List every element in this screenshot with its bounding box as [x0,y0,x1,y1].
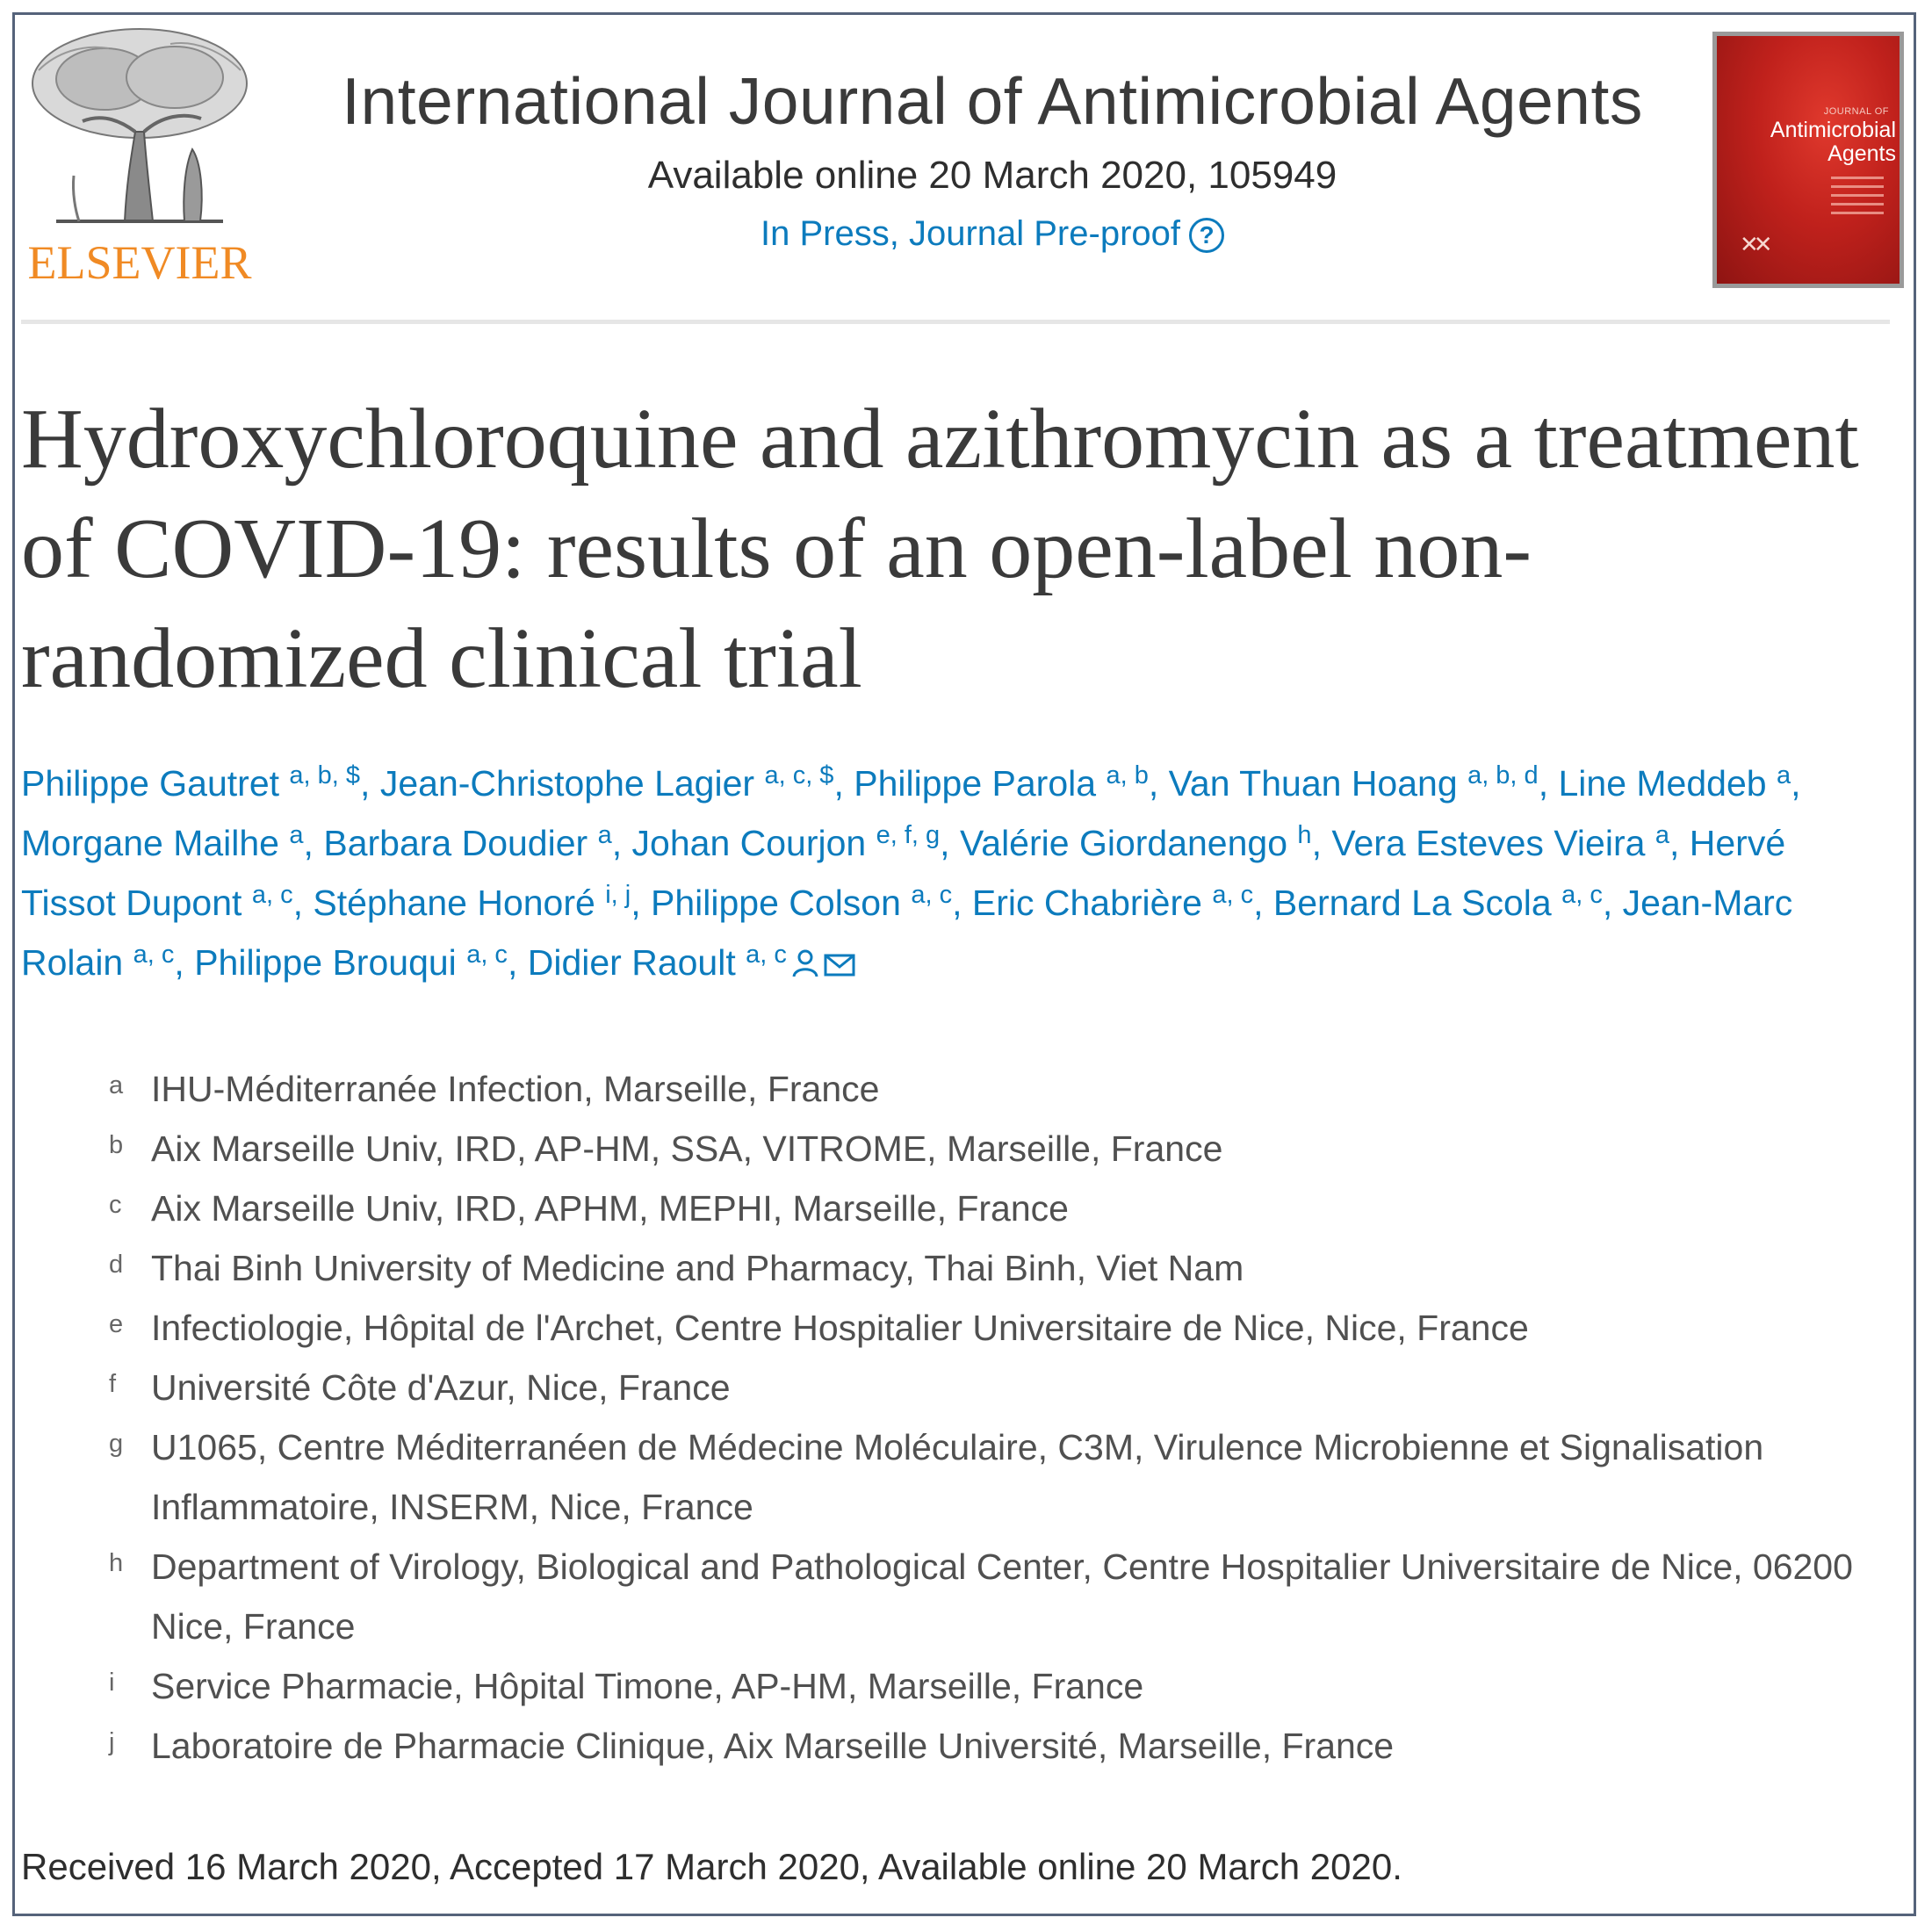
journal-cover-thumbnail[interactable] [1712,32,1904,288]
affiliation-label: g [109,1430,124,1458]
affiliation-label: e [109,1310,124,1338]
author-separator: , [940,823,960,863]
author-affiliation-markers: a, c [1561,881,1603,909]
affiliation-text: IHU-Méditerranée Infection, Marseille, France [151,1069,880,1109]
affiliation-list [21,1059,1865,1776]
affiliation-text: Aix Marseille Univ, IRD, AP-HM, SSA, VITROME, Marseille, France [151,1128,1223,1169]
affiliation-text: Infectiologie, Hôpital de l'Archet, Centre Hospitalier Universitaire de Nice, Nice, France [151,1308,1529,1348]
author-link[interactable] [1558,763,1791,804]
affiliation-text: Université Côte d'Azur, Nice, France [151,1367,731,1408]
author-affiliation-markers: a, c [466,941,508,969]
affiliation-text: Laboratoire de Pharmacie Clinique, Aix Marseille Université, Marseille, France [151,1726,1395,1766]
author-link[interactable] [313,883,631,923]
author-affiliation-markers: a, b [1106,761,1149,789]
author-name: Eric Chabrière [971,883,1202,923]
article-title: Hydroxychloroquine and azithromycin as a treatment of COVID-19: results of an open-label non-randomized clinical trial [21,392,1859,706]
cover-kicker: JOURNAL OF [1823,106,1889,117]
author-affiliation-markers: a, b, $ [289,761,361,789]
author-separator: , [611,823,632,863]
author-name: Jean-Christophe Lagier [379,763,755,804]
author-affiliation-markers: a, c [1212,881,1254,909]
elsevier-logo[interactable] [21,18,258,294]
author-list [21,753,1874,995]
author-separator: , [303,823,324,863]
author-name: Line Meddeb [1558,763,1767,804]
author-separator: , [631,883,652,923]
article-status [290,214,1695,254]
author-separator: , [1791,763,1801,804]
author-separator: , [952,883,972,923]
affiliation-label: f [109,1370,117,1398]
affiliation-item [21,1298,1865,1358]
cover-text-lines [1831,177,1884,220]
author-name: Morgane Mailhe [21,823,279,863]
author-name: Hervé Tissot Dupont [21,823,1786,923]
author-link[interactable] [21,823,304,863]
author-affiliation-markers: a [1776,761,1791,789]
elsevier-wordmark: ELSEVIER [27,236,252,289]
help-icon[interactable]: ? [1189,218,1224,253]
author-affiliation-markers: a [597,821,612,849]
affiliation-item [21,1119,1865,1179]
affiliation-label: c [109,1191,122,1219]
author-link[interactable] [194,942,508,983]
author-name: Bernard La Scola [1272,883,1552,923]
affiliation-label: a [109,1071,124,1099]
author-affiliation-markers: a, c [251,881,293,909]
author-name: Barbara Doudier [323,823,588,863]
author-link[interactable] [323,823,611,863]
affiliation-text: Service Pharmacie, Hôpital Timone, AP-HM, Marseille, France [151,1666,1144,1706]
author-link[interactable] [960,823,1312,863]
author-link[interactable] [380,763,834,804]
affiliation-text: Department of Virology, Biological and Pathological Center, Centre Hospitalier Universitaire de Nice, 06200 Nice, France [151,1546,1853,1647]
author-name: Vera Esteves Vieira [1331,823,1646,863]
affiliation-label: j [109,1728,115,1756]
author-separator: , [1148,763,1169,804]
author-affiliation-markers: e, f, g [876,821,941,849]
cover-logo-icon: ✕✕ [1740,231,1768,257]
author-separator: , [1669,823,1690,863]
author-separator: , [292,883,314,923]
author-link[interactable] [21,763,360,804]
affiliation-label: h [109,1549,124,1577]
author-separator: , [1253,883,1273,923]
author-link[interactable] [1169,763,1539,804]
author-name: Jean-Marc Rolain [21,883,1793,983]
email-icon[interactable] [824,935,855,995]
author-name: Philippe Parola [854,763,1097,804]
author-separator: , [507,942,528,983]
author-link[interactable] [528,942,787,983]
author-link[interactable] [651,883,952,923]
author-separator: , [174,942,195,983]
affiliation-item [21,1059,1865,1119]
author-separator: , [360,763,380,804]
availability-line: Available online 20 March 2020, 105949 [647,154,1337,197]
author-affiliation-markers: a, c [911,881,953,909]
elsevier-tree-icon [21,18,258,237]
author-link[interactable] [972,883,1253,923]
author-name: Philippe Gautret [21,763,280,804]
author-affiliation-markers: h [1297,821,1312,849]
author-affiliation-markers: a, c [133,941,175,969]
author-affiliation-markers: a [1654,821,1669,849]
author-affiliation-markers: i, j [605,881,631,909]
affiliation-item [21,1417,1865,1537]
author-name: Stéphane Honoré [313,883,595,923]
affiliation-text: U1065, Centre Méditerranéen de Médecine Moléculaire, C3M, Virulence Microbienne et Signalisation Inflammatoire, INSERM, Nice, France [151,1427,1764,1527]
affiliation-item [21,1537,1865,1656]
article-status-label[interactable]: In Press, Journal Pre-proof [761,214,1180,253]
author-affiliation-markers: a [289,821,304,849]
affiliation-label: i [109,1669,115,1697]
author-name: Philippe Colson [651,883,901,923]
cover-title: Antimicrobial Agents [1770,118,1896,166]
author-name: Didier Raoult [527,942,736,983]
author-affiliation-markers: a, b, d [1467,761,1539,789]
author-name: Van Thuan Hoang [1168,763,1458,804]
article-history: Received 16 March 2020, Accepted 17 March 2020, Available online 20 March 2020. [21,1846,1402,1887]
affiliation-text: Aix Marseille Univ, IRD, APHM, MEPHI, Marseille, France [151,1188,1069,1229]
author-link[interactable] [1273,883,1603,923]
author-separator: , [1538,763,1559,804]
author-affiliation-markers: a, c, $ [764,761,834,789]
affiliation-label: b [109,1131,124,1159]
author-affiliation-markers: a, c [746,941,787,969]
author-name: Johan Courjon [631,823,867,863]
affiliation-text: Thai Binh University of Medicine and Pharmacy, Thai Binh, Viet Nam [151,1248,1244,1288]
author-link[interactable] [632,823,941,863]
author-separator: , [1311,823,1332,863]
header-divider [21,320,1890,324]
author-separator: , [1602,883,1623,923]
author-link[interactable] [1331,823,1669,863]
journal-title[interactable]: International Journal of Antimicrobial Agents [342,64,1643,138]
affiliation-item [21,1179,1865,1238]
person-icon[interactable] [792,935,818,995]
author-name: Philippe Brouqui [194,942,457,983]
affiliation-item [21,1716,1865,1776]
affiliation-item [21,1238,1865,1298]
author-separator: , [833,763,854,804]
affiliation-label: d [109,1251,124,1279]
author-name: Valérie Giordanengo [959,823,1288,863]
authors [21,763,1801,983]
affiliation-item [21,1358,1865,1417]
author-link[interactable] [854,763,1149,804]
affiliation-item [21,1656,1865,1716]
